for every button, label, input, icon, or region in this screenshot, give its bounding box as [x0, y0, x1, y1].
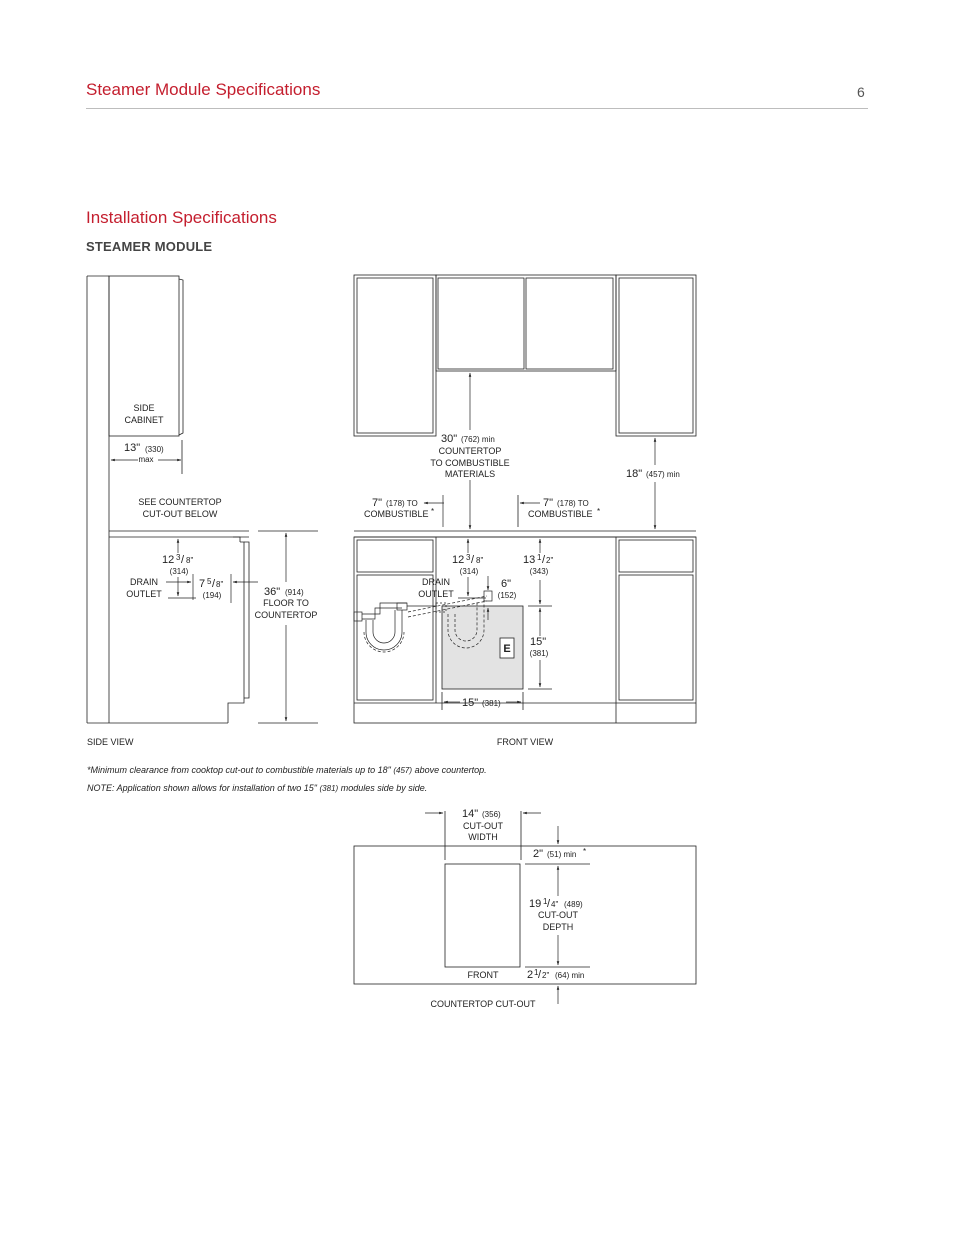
page-title: Steamer Module Specifications — [86, 80, 321, 99]
asterisk: * — [597, 507, 601, 516]
asterisk: * — [583, 847, 587, 856]
dim-12-den: 8" — [186, 556, 194, 565]
dim-12-mm: (314) — [459, 567, 479, 576]
cutout-width-label: WIDTH — [468, 832, 498, 842]
dim-15h: 15" — [462, 697, 479, 709]
footnote-text: *Minimum clearance from cooktop cut-out to combustible materials up to 18" — [87, 765, 391, 775]
depth-den: 4" — [551, 900, 559, 909]
combustible-label: MATERIALS — [444, 469, 496, 479]
floor-label: FLOOR TO — [263, 598, 309, 608]
side-cabinet-label: CABINET — [124, 415, 164, 425]
dim-36-mm: (914) — [285, 588, 304, 597]
d2h-num: 1 — [534, 968, 539, 977]
combustible-label: COUNTERTOP — [438, 446, 502, 456]
cutout-depth-label: CUT-OUT — [538, 910, 578, 920]
see-cutout-label: CUT-OUT BELOW — [142, 509, 218, 519]
footnote-mm: (457) — [393, 766, 413, 775]
footnote-text: above countertop. — [414, 765, 487, 775]
d2h-den: 2" — [542, 971, 550, 980]
drain-outlet-label: DRAIN — [421, 577, 451, 587]
dim-7-slash: / — [212, 578, 216, 590]
footnote-application — [87, 783, 427, 793]
dim-14: 14" — [462, 808, 479, 820]
dim-30: 30" — [441, 433, 458, 445]
dim-7-right-mm: (178) TO — [557, 499, 589, 508]
depth-num: 1 — [543, 897, 548, 906]
cutout-labels — [430, 808, 586, 1009]
front-view-caption: FRONT VIEW — [496, 737, 554, 747]
depth-mm: (489) — [564, 900, 583, 909]
dim-12-den: 8" — [476, 556, 484, 565]
dim-7-right: 7" — [543, 497, 554, 509]
dim-13-mm: (330) — [145, 445, 164, 454]
dim-7-mm: (194) — [202, 591, 222, 600]
dim-7-left-mm: (178) TO — [386, 499, 418, 508]
asterisk: * — [431, 507, 435, 516]
dim-7-num: 5 — [207, 577, 212, 586]
dim-6: 6" — [501, 578, 512, 590]
dim-13-slash: / — [542, 554, 546, 566]
dim-12-whole: 12 — [452, 554, 465, 566]
dim-14-mm: (356) — [482, 810, 501, 819]
dim-15v-mm: (381) — [529, 649, 549, 658]
dim-13-num: 1 — [537, 553, 542, 562]
dim-18-mm: (457) min — [646, 470, 680, 479]
electrical-box-label: E — [503, 643, 511, 655]
dim-6-mm: (152) — [497, 591, 517, 600]
footnote-clearance — [87, 765, 487, 775]
combustible-label: TO COMBUSTIBLE — [430, 458, 510, 468]
footnote-text: modules side by side. — [340, 783, 428, 793]
side-view-caption: SIDE VIEW — [87, 737, 134, 747]
side-cabinet-label: SIDE — [133, 403, 155, 413]
dim-12-slash: / — [471, 554, 475, 566]
front-label: FRONT — [467, 970, 499, 980]
cutout-width-label: CUT-OUT — [463, 821, 503, 831]
dim-7-left: 7" — [372, 497, 383, 509]
dim-7-whole: 7 — [199, 578, 206, 590]
depth-whole: 19 — [529, 898, 542, 910]
dim-2-mm: (51) min — [547, 850, 577, 859]
dim-12-whole: 12 — [162, 554, 175, 566]
dim-12-num: 3 — [176, 553, 181, 562]
see-cutout-label: SEE COUNTERTOP — [138, 497, 222, 507]
floor-label: COUNTERTOP — [254, 610, 318, 620]
combustible-right-label: COMBUSTIBLE — [528, 509, 593, 519]
dim-36: 36" — [264, 586, 281, 598]
side-view-labels — [87, 403, 317, 747]
section-title: Installation Specifications — [86, 208, 277, 227]
dim-12-mm: (314) — [169, 567, 189, 576]
drain-outlet-label: DRAIN — [129, 577, 159, 587]
d2h-mm: (64) min — [555, 971, 585, 980]
d2h-whole: 2 — [527, 969, 534, 981]
depth-slash: / — [547, 898, 551, 910]
combustible-left-label: COMBUSTIBLE — [364, 509, 429, 519]
dim-13-whole: 13 — [523, 554, 536, 566]
dim-13-max: max — [138, 455, 154, 464]
dim-30-mm: (762) min — [461, 435, 495, 444]
page-number: 6 — [857, 84, 865, 100]
dim-13-mm: (343) — [529, 567, 549, 576]
drain-outlet-label: OUTLET — [126, 589, 162, 599]
section-subtitle: STEAMER MODULE — [86, 239, 213, 254]
dim-2: 2" — [533, 848, 544, 860]
dim-13-den: 2" — [546, 556, 554, 565]
drain-outlet-label: OUTLET — [418, 589, 454, 599]
dim-13: 13" — [124, 442, 141, 454]
cutout-caption: COUNTERTOP CUT-OUT — [430, 999, 536, 1009]
dim-18: 18" — [626, 468, 643, 480]
dim-12-num: 3 — [466, 553, 471, 562]
d2h-slash: / — [538, 969, 542, 981]
cutout-diagram — [354, 811, 696, 984]
dim-12-slash: / — [181, 554, 185, 566]
dim-15v: 15" — [530, 636, 547, 648]
dim-15h-mm: (381) — [482, 699, 501, 708]
footnote-mm: (381) — [319, 784, 339, 793]
dim-7-den: 8" — [216, 580, 224, 589]
cutout-depth-label: DEPTH — [542, 922, 574, 932]
footnote-text: NOTE: Application shown allows for installation of two 15" — [87, 783, 317, 793]
